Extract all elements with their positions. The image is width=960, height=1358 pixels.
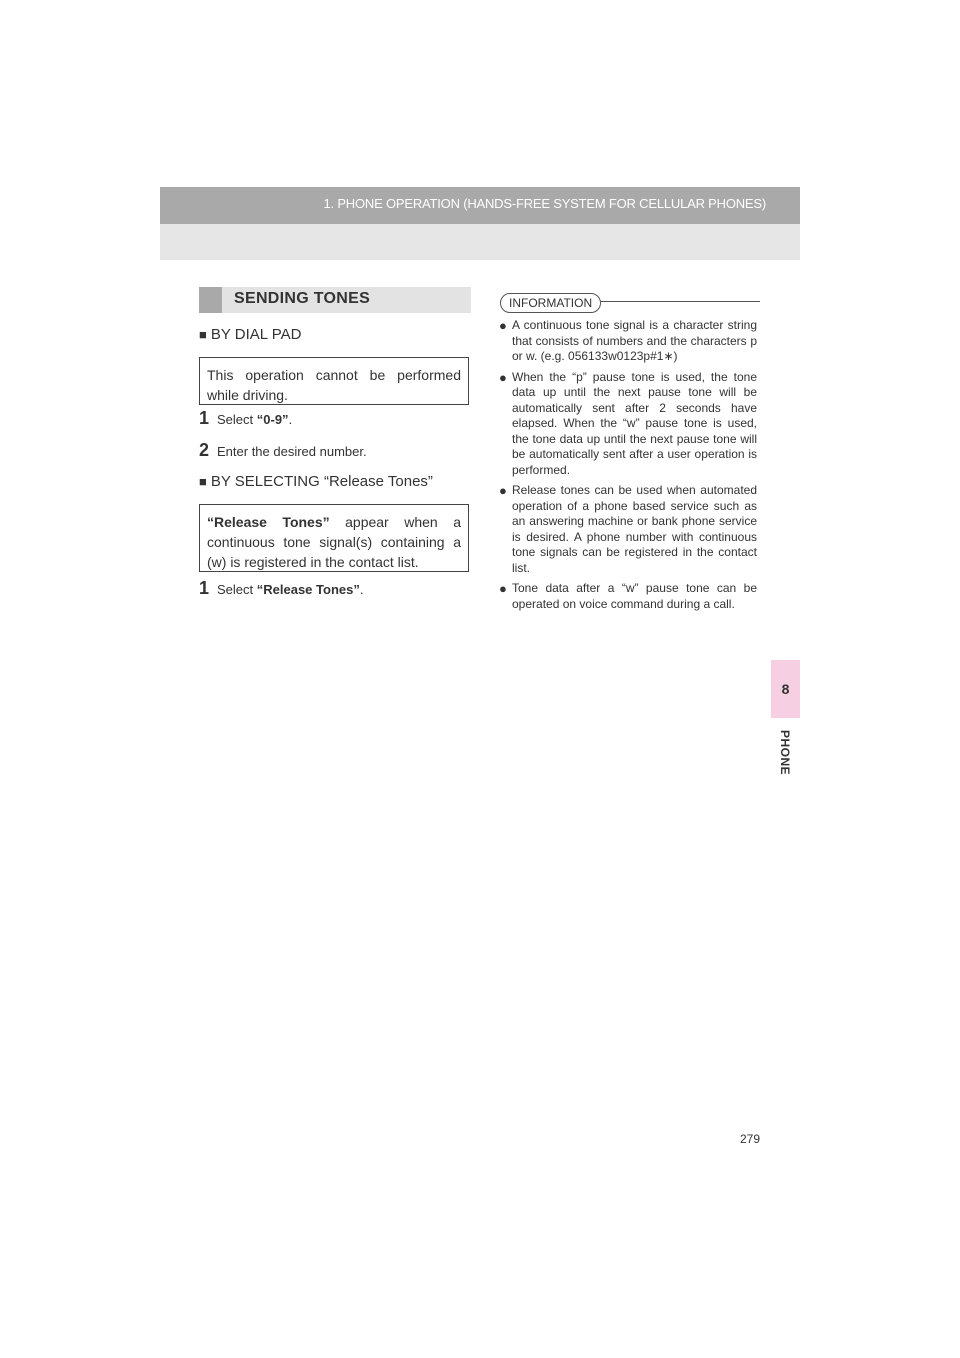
step-select-0-9: 1 Select “0-9”. — [199, 408, 293, 428]
bullet-icon: ● — [499, 318, 507, 333]
information-item: ● When the “p” pause tone is used, the tone data up until the next pause tone will be automatically sent after 2 seconds have elapsed. When the “w” pause tone is used, the tone data up until the next pause tone will be automatically sent after a user operation is performed. — [499, 369, 757, 477]
chapter-tab-label: PHONE — [778, 730, 792, 776]
section-title: SENDING TONES — [234, 290, 371, 307]
subheading-text: BY SELECTING “Release Tones” — [210, 473, 433, 490]
step-enter-number: 2 Enter the desired number. — [199, 440, 367, 460]
header-band — [160, 187, 800, 260]
information-item: ● Tone data after a “w” pause tone can be operated on voice command during a call. — [499, 581, 757, 611]
bullet-icon: ● — [499, 581, 507, 596]
section-heading-marker — [199, 287, 222, 313]
chapter-tab: 8 — [771, 660, 800, 718]
step-number: 2 — [199, 440, 210, 460]
section-heading — [199, 287, 471, 313]
bullet-icon: ● — [499, 369, 507, 385]
chapter-title: 1. PHONE OPERATION (HANDS-FREE SYSTEM FOR CELLULAR PHONES) — [323, 196, 766, 211]
square-bullet-icon: ■ — [199, 327, 207, 342]
note-box-release-tones: “Release Tones” appear when a continuous tone signal(s) containing a (w) is registered in the contact list. — [199, 504, 469, 572]
information-label: INFORMATION — [500, 293, 601, 313]
information-item: ● Release tones can be used when automated operation of a phone based service such as an answering machine or bank phone service is desired. A phone number with continuous tone signals can be registered in the contact list. — [499, 483, 757, 575]
step-number: 1 — [199, 408, 210, 428]
page-number: 279 — [740, 1132, 761, 1146]
step-select-release-tones: 1 Select “Release Tones”. — [199, 578, 364, 598]
subheading-dial-pad — [199, 326, 301, 343]
step-target: “Release Tones” — [256, 582, 360, 597]
note-emphasis: “Release Tones” — [207, 514, 330, 530]
step-number: 1 — [199, 578, 210, 598]
information-item: ● A continuous tone signal is a character string that consists of numbers and the characters p or w. (e.g. 056133w0123p#1∗) — [499, 318, 757, 363]
information-list — [499, 318, 757, 617]
subheading-text: BY DIAL PAD — [210, 326, 302, 343]
subheading-release-tones — [199, 473, 433, 490]
square-bullet-icon: ■ — [199, 474, 207, 489]
bullet-icon: ● — [499, 483, 507, 498]
caution-box-driving: This operation cannot be performed while driving. — [199, 357, 469, 405]
header-strip — [160, 187, 800, 224]
step-target: “0-9” — [256, 412, 289, 427]
